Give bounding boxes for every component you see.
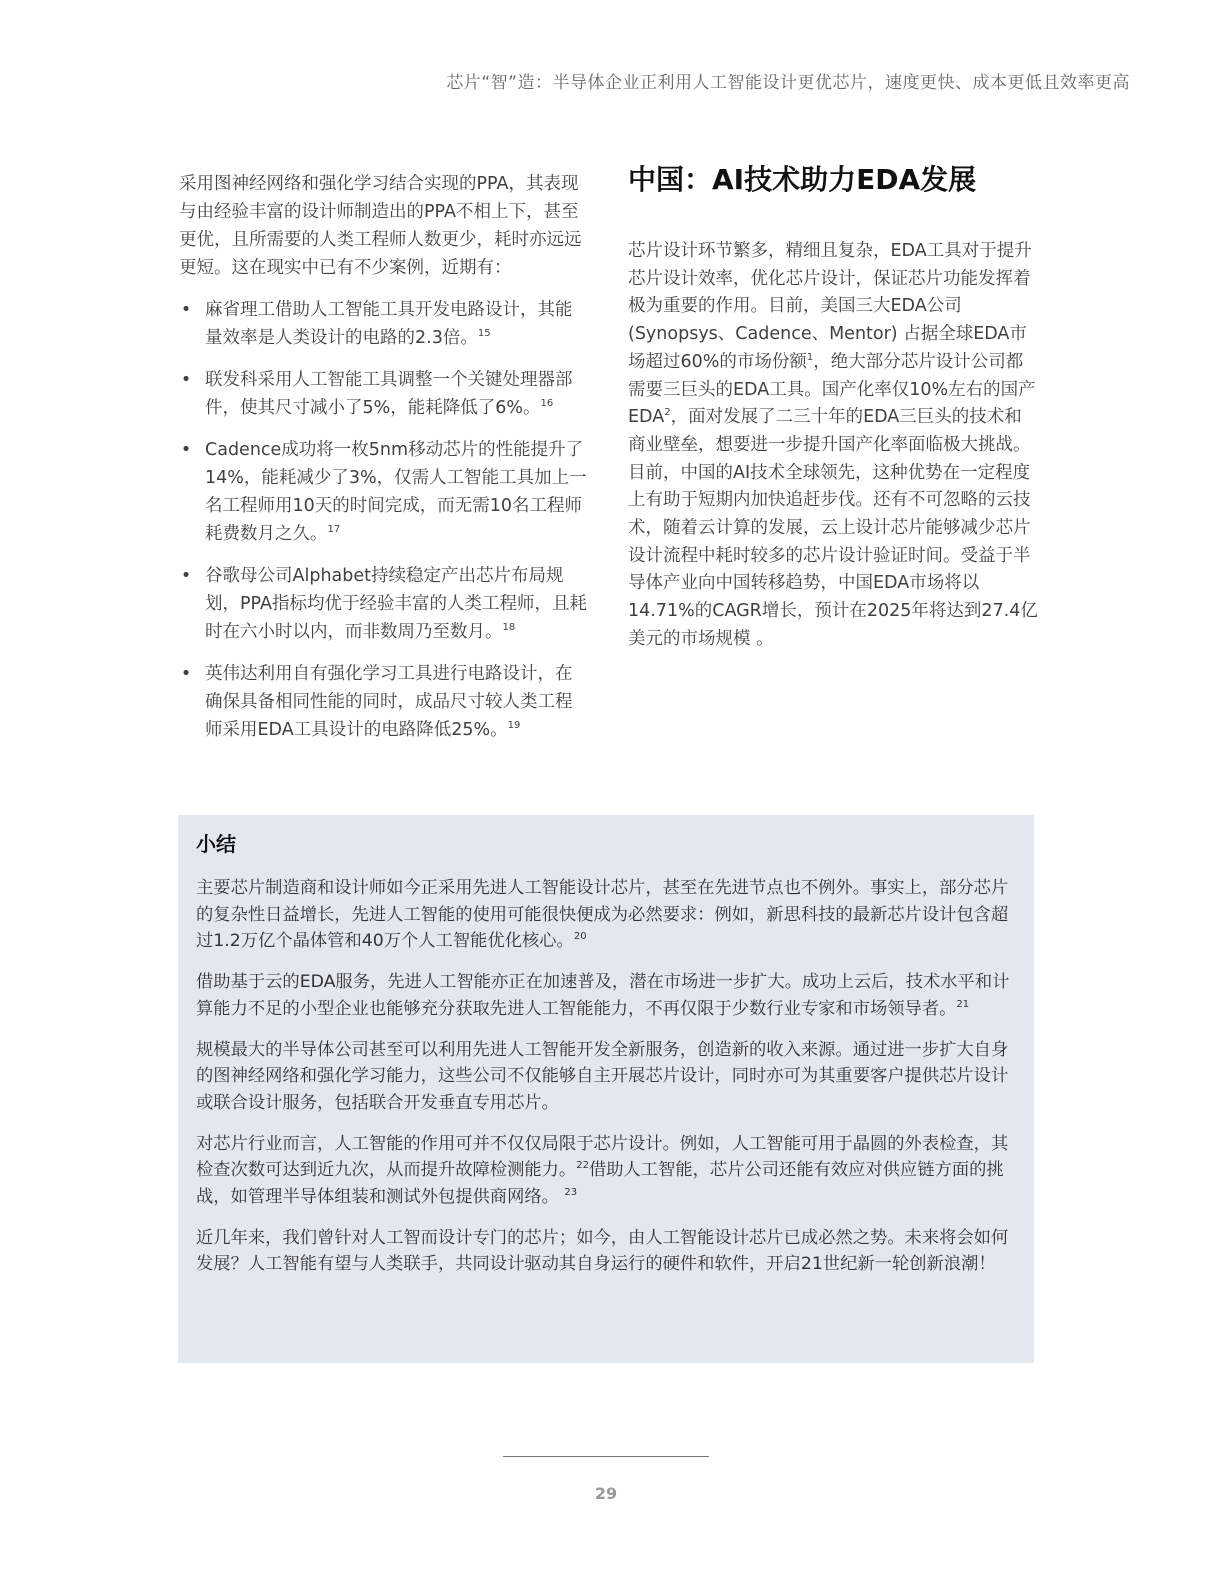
paragraph-text: 对芯片行业而言，人工智能的作用可并不仅仅局限于芯片设计。例如，人工智能可用于晶圆的外表检查，其检查次数可达到近九次，从而提升故障检测能力。 [196,1133,1009,1181]
footnote-ref: 23 [564,1187,578,1199]
summary-paragraph [196,875,1016,955]
footnote-ref: 17 [327,524,341,536]
section-heading: 中国：AI技术助力EDA发展 [628,163,977,196]
right-column [628,160,1038,654]
summary-paragraph [196,1131,1016,1211]
list-item-text: 英伟达利用自有强化学习工具进行电路设计，在确保具备相同性能的同时，成品尺寸较人类工程师采用EDA工具设计的电路降低25%。 [205,664,573,740]
left-column [179,170,589,758]
bullet-icon: • [180,300,192,320]
footnote-ref: 22 [576,1160,589,1172]
list-item [179,660,589,744]
paragraph-text: 规模最大的半导体公司甚至可以利用先进人工智能开发全新服务，创造新的收入来源。通过进一步扩大自身的图神经网络和强化学习能力，这些公司不仅能够自主开展芯片设计，同时亦可为其重要客户提供芯片设计或联合设计服务，包括联合开发垂直专用芯片。 [196,1039,1009,1113]
summary-heading: 小结 [196,832,236,856]
list-item-text: Cadence成功将一枚5nm移动芯片的性能提升了14%，能耗减少了3%，仅需人工智能工具加上一名工程师用10天的时间完成，而无需10名工程师耗费数月之久。 [205,440,587,544]
footer-divider [503,1456,709,1457]
list-item [179,562,589,646]
list-item-text: 联发科采用人工智能工具调整一个关键处理器部件，使其尺寸减小了5%，能耗降低了6%。 [205,370,573,418]
paragraph-text: 借助基于云的EDA服务，先进人工智能亦正在加速普及，潜在市场进一步扩大。成功上云后，技术水平和计算能力不足的小型企业也能够充分获取先进人工智能能力，不再仅限于少数行业专家和市场领导者。 [196,972,1010,1019]
bullet-icon: • [180,566,192,586]
list-item-text: 麻省理工借助人工智能工具开发电路设计，其能量效率是人类设计的电路的2.3倍。 [205,300,573,348]
paragraph-text: ，面对发展了二三十年的EDA三巨头的技术和商业壁垒，想要进一步提升国产化率面临极大挑战。目前，中国的AI技术全球领先，这种优势在一定程度上有助于短期内加快追赶步伐。还有不可忽略的云技术，随着云计算的发展，云上设计芯片能够减少芯片设计流程中耗时较多的芯片设计验证时间。受益于半导体产业向中国转移趋势，中国EDA市场将以14.71%的CAGR增长，预计在2025年将达到27.4亿美元的市场规模 。 [628,407,1038,649]
footnote-ref: 15 [477,328,491,340]
paragraph-text: 芯片设计环节繁多，精细且复杂，EDA工具对于提升芯片设计效率，优化芯片设计，保证芯片功能发挥着极为重要的作用。目前，美国三大EDA公司(Synopsys、Cadence、Mentor) 占据全球EDA市场超过60%的市场份额 [628,241,1032,372]
paragraph-text: 借助人工智能，芯片公司还能有效应对供应链方面的挑战，如管理半导体组装和测试外包提供商网络。 [196,1160,1004,1208]
footnote-ref: 19 [507,720,521,732]
list-item-text: 谷歌母公司Alphabet持续稳定产出芯片布局规划，PPA指标均优于经验丰富的人类工程师，且耗时在六小时以内，而非数周乃至数月。 [205,566,587,642]
list-item [179,436,589,548]
footnote-ref: 18 [502,622,516,634]
list-item [179,366,589,422]
summary-paragraph [196,1037,1016,1117]
footnote-ref: 1 [806,351,814,363]
running-header: 芯片“智”造：半导体企业正利用人工智能设计更优芯片，速度更快、成本更低且效率更高 [446,73,1130,93]
summary-paragraph [196,1225,1016,1278]
case-list [179,296,589,744]
footnote-ref: 21 [956,999,970,1011]
bullet-icon: • [180,664,192,684]
summary-box [178,815,1034,1363]
footnote-ref: 2 [664,407,671,419]
intro-paragraph: 采用图神经网络和强化学习结合实现的PPA，其表现与由经验丰富的设计师制造出的PPA不相上下，甚至更优，且所需要的人类工程师人数更少，耗时亦远远更短。这在现实中已有不少案例，近期有： [179,174,582,278]
page-number: 29 [594,1484,618,1503]
paragraph-text: 近几年来，我们曾针对人工智而设计专门的芯片；如今，由人工智能设计芯片已成必然之势。未来将会如何发展？人工智能有望与人类联手，共同设计驱动其自身运行的硬件和软件，开启21世纪新一轮创新浪潮！ [196,1227,1009,1275]
bullet-icon: • [180,370,192,390]
paragraph-text: ，绝大部分芯片设计公司都需要三巨头的EDA工具。国产化率仅10%左右的国产EDA [628,351,1036,428]
footnote-ref: 20 [573,931,587,943]
section-paragraph [628,238,1038,654]
paragraph-text: 主要芯片制造商和设计师如今正采用先进人工智能设计芯片，甚至在先进节点也不例外。事实上，部分芯片的复杂性日益增长，先进人工智能的使用可能很快便成为必然要求：例如，新思科技的最新芯片设计包含超过1.2万亿个晶体管和40万个人工智能优化核心。 [196,878,1009,952]
summary-paragraph [196,969,1016,1022]
list-item [179,296,589,352]
footnote-ref: 16 [540,398,554,410]
bullet-icon: • [180,440,192,460]
